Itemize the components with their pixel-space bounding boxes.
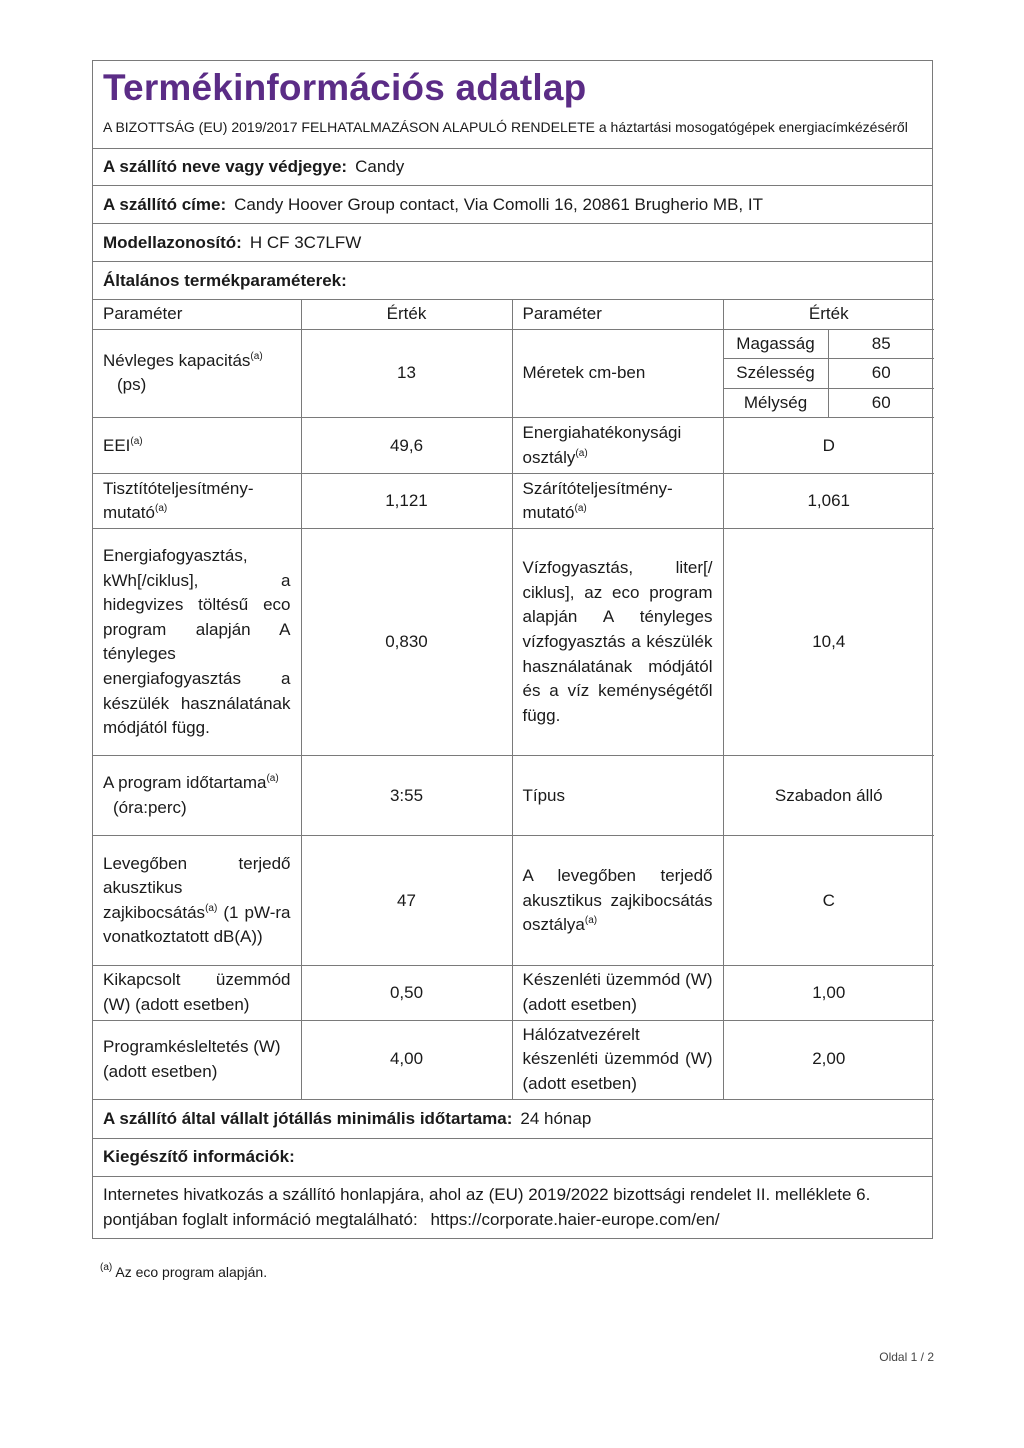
regulation-subtitle: A BIZOTTSÁG (EU) 2019/2017 FELHATALMAZÁSON ALAPULÓ RENDELETE a háztartási mosogatógépek energiacímkézéséről [103, 119, 908, 135]
table-row [93, 418, 934, 474]
energy-consumption-value: 0,830 [301, 529, 512, 756]
eei-value: 49,6 [301, 418, 512, 474]
table-row [93, 329, 934, 359]
model-label: Modellazonosító: [103, 232, 242, 252]
standby-label: Készenléti üzemmód (W) (adott esetben) [512, 966, 723, 1020]
supplier-address-row [93, 185, 932, 223]
water-consumption-value: 10,4 [723, 529, 934, 756]
supplier-website-link[interactable]: https://corporate.haier-europe.com/en/ [430, 1209, 720, 1229]
table-row [93, 966, 934, 1020]
type-value: Szabadon álló [723, 756, 934, 836]
water-consumption-label: Vízfogyasztás, liter[/ ciklus], az eco program alapján A tényleges vízfogyasztás a készülék használatának módjától és a víz keménységétől függ. [512, 529, 723, 756]
program-duration-label: A program időtartama$^{(a)}$ (óra:perc) [93, 756, 301, 836]
width-label: Szélesség [723, 359, 828, 389]
supplier-address-value: Candy Hoover Group contact, Via Comolli 16, 20861 Brugherio MB, IT [234, 194, 763, 214]
footnote-text: Az eco program alapján. [115, 1264, 268, 1280]
height-label: Magasság [723, 329, 828, 359]
network-standby-value: 2,00 [723, 1020, 934, 1099]
supplier-address-label: A szállító címe: [103, 194, 227, 214]
off-mode-label: Kikapcsolt üzemmód (W) (adott esetben) [93, 966, 301, 1020]
eei-label: EEI$^{(a)}$ [93, 418, 301, 474]
page-title: Termékinformációs adatlap [103, 67, 587, 108]
additional-info-row [93, 1176, 932, 1238]
noise-class-value: C [723, 836, 934, 966]
table-row [93, 474, 934, 529]
supplier-name-label: A szállító neve vagy védjegye: [103, 157, 348, 176]
sheet-header [93, 61, 932, 148]
type-label: Típus [512, 756, 723, 836]
col-header-param-2: Paraméter [512, 300, 723, 330]
col-header-value-1: Érték [301, 300, 512, 330]
drying-index-value: 1,061 [723, 474, 934, 529]
off-mode-value: 0,50 [301, 966, 512, 1020]
additional-heading-row [93, 1138, 932, 1176]
capacity-value: 13 [301, 329, 512, 418]
cleaning-index-label: Tisztítóteljesítmény-mutató$^{(a)}$ [93, 474, 301, 529]
table-row [93, 529, 934, 756]
parameters-table [93, 299, 934, 1100]
params-heading-row [93, 261, 932, 299]
height-value: 85 [828, 329, 934, 359]
standby-value: 1,00 [723, 966, 934, 1020]
product-information-sheet [92, 60, 933, 1239]
energy-class-label: Energiahatékonysági osztály$^{(a)}$ [512, 418, 723, 474]
table-header-row [93, 300, 934, 330]
params-heading: Általános termékparaméterek: [103, 270, 347, 290]
warranty-value: 24 hónap [520, 1108, 592, 1128]
page-number: Oldal 1 / 2 [879, 1350, 934, 1364]
delay-start-label: Programkésleltetés (W) (adott esetben) [93, 1020, 301, 1099]
noise-class-label: A levegőben terjedő akusztikus zajkibocsátás osztálya$^{(a)}$ [512, 836, 723, 966]
energy-consumption-label: Energiafogyasztás, kWh[/ciklus], a hidegvizes töltésű eco program alapján A tényleges energiafogyasztás a készülék használatának módjától függ. [93, 529, 301, 756]
network-standby-label: Hálózatvezérelt készenléti üzemmód (W) (adott esetben) [512, 1020, 723, 1099]
additional-info-text: Internetes hivatkozás a szállító honlapjára, ahol az (EU) 2019/2022 bizottsági rendelet II. melléklete 6. pontjában foglalt információ megtalálható: [103, 1184, 871, 1229]
drying-index-label: Szárítóteljesítmény-mutató$^{(a)}$ [512, 474, 723, 529]
table-row [93, 836, 934, 966]
program-duration-value: 3:55 [301, 756, 512, 836]
noise-emission-value: 47 [301, 836, 512, 966]
footnote [100, 1264, 267, 1280]
footnote-mark: (a) [100, 1262, 113, 1273]
table-row [93, 756, 934, 836]
noise-emission-label: Levegőben terjedő akusztikus zajkibocsátás$^{(a)}$ (1 pW-ra vonatkoztatott dB(A)) [93, 836, 301, 966]
warranty-label: A szállító által vállalt jótállás minimális időtartama: [103, 1108, 513, 1128]
model-value: H CF 3C7LFW [249, 232, 362, 252]
depth-value: 60 [828, 388, 934, 418]
delay-start-value: 4,00 [301, 1020, 512, 1099]
additional-heading: Kiegészítő információk: [103, 1147, 295, 1167]
supplier-name-value: Candy [355, 157, 405, 176]
width-value: 60 [828, 359, 934, 389]
table-row [93, 1020, 934, 1099]
col-header-param-1: Paraméter [93, 300, 301, 330]
capacity-label: Névleges kapacitás$^{(a)}$ (ps) [93, 329, 301, 418]
depth-label: Mélység [723, 388, 828, 418]
warranty-row [93, 1100, 932, 1138]
cleaning-index-value: 1,121 [301, 474, 512, 529]
model-row [93, 223, 932, 261]
dimensions-label: Méretek cm-ben [512, 329, 723, 418]
col-header-value-2: Érték [723, 300, 934, 330]
supplier-name-row [93, 148, 932, 185]
energy-class-value: D [723, 418, 934, 474]
